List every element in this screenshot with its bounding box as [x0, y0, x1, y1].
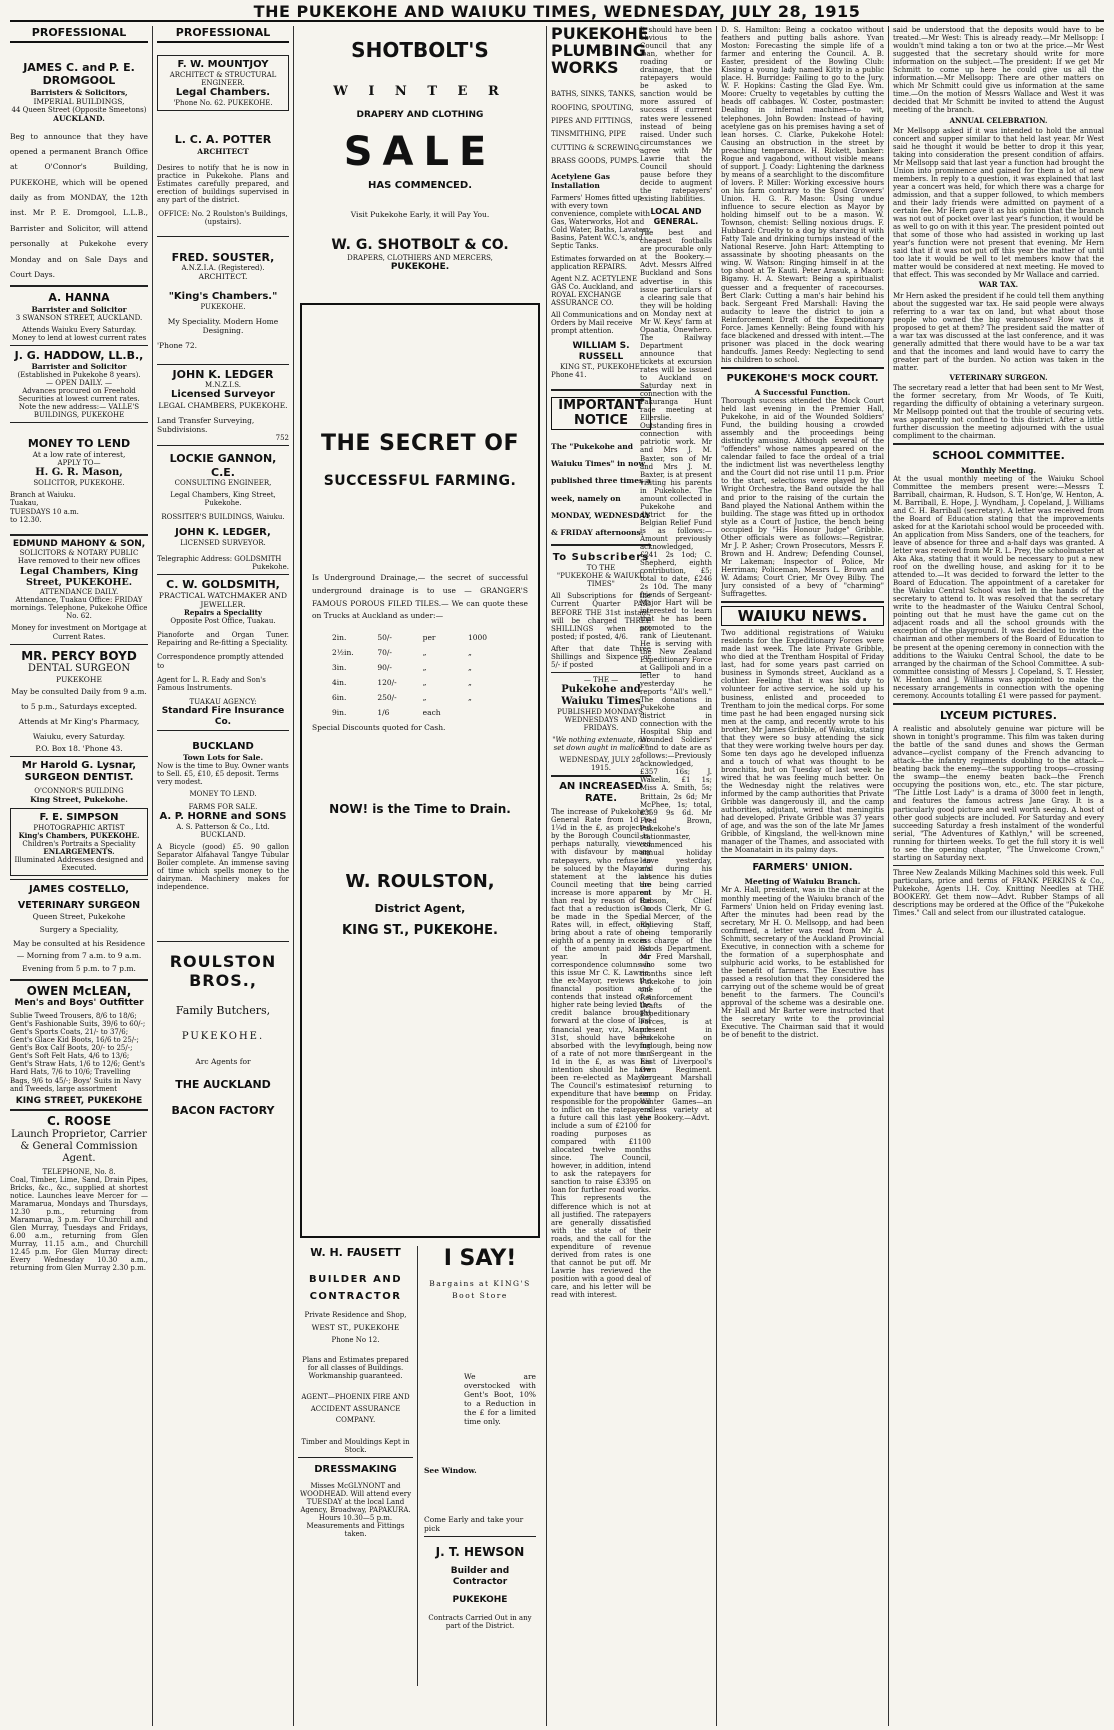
- ad-text: Surgery a Speciality,: [39, 924, 119, 934]
- ad-name: EDMUND MAHONY & SON,: [12, 538, 146, 549]
- ad-role: ARCHITECT & STRUCTURAL ENGINEER.: [169, 71, 277, 88]
- ad-body: Is Underground Drainage,— the secret of successful underground drainage is to use — GRANGER'S FAMOUS POROUS FILED TILES.— We can quote these on Trucks at Auckland as under:—: [312, 573, 528, 621]
- ad-text: King Street, Pukekohe.: [30, 795, 128, 805]
- ad-text: Branch at Waiuku. Tuakau, TUESDAYS 10 a.m. to 12.30.: [10, 491, 79, 524]
- price-price: 70/-: [377, 648, 392, 658]
- ad-name: OWEN McLEAN,: [26, 983, 132, 998]
- article-body: The increase of Pukekohe's General Rate from 1d to 1¼d in the £, as projected by the Borough Council is, perhaps naturally, viewed with disfavour by many ratepayers, who refuse to be soluced by the Mayor's statement at the last Council meeting that the increase is more apparent than real by reason of the fact that a reduction is to be made in the Special Rates will, in effect, only bring about a rate of one-eighth of a penny in excess of the amount paid last year. In our correspondence columns in this issue Mr C. K. Lawrie, the ex-Mayor, reviews the financial position and contends that instead of a higher rate being levied the credit balance brought forward at the close of last financial year, viz., March 31st, should have been absorbed with the levying of a rate of not more than 1d in the £, as was his intention should he have been re-elected as Mayor. The Council's estimates of expenditure that have been responsible for the proposal to inflict on the ratepayers a future call this last year include a sum of £2100 for roading purposes as compared with £1100 allocated twelve months since. The Council, however, in addition, intend to ask the ratepayers for sanction to raise £3395 on loan for further road works. This represents the difference which is not at all justified. The ratepayers are generally dissatisfied with the state of their roads, and the call for the expenditure of revenue derived from rates is one that cannot be put off. Mr Lawrie has reviewed the position with a good deal of care, and his letter will be read with interest.: [551, 808, 652, 1300]
- ad-text: PUKEKOHE.: [200, 303, 246, 312]
- ad-text: Correspondence promptly attended to: [157, 653, 284, 670]
- column-news-1b: [640, 26, 712, 1726]
- ad-role: District Agent,: [374, 902, 466, 916]
- ad-text: Special Discounts quoted for Cash.: [312, 723, 446, 733]
- column-news-3: [893, 26, 1104, 1726]
- ad-text: PUKEKOHE.: [181, 1031, 265, 1043]
- notice-body: The "Pukekohe and Waiuku Times" in now published three times a week, namely on MONDAY, WEDNESDAY & FRIDAY afternoons.: [551, 441, 651, 538]
- ad-title: SHOTBOLT'S: [351, 38, 489, 62]
- masthead-date: WEDNESDAY, JULY 28, 1915.: [559, 756, 643, 773]
- ad-role: Barrister and Solicitor: [31, 361, 127, 371]
- ad-role: VETERINARY SURGEON: [17, 900, 141, 912]
- article-title: SCHOOL COMMITTEE.: [932, 449, 1065, 463]
- ad-text: Land Transfer Surveying, Subdivisions.: [157, 416, 255, 435]
- price-row: [312, 678, 528, 687]
- ad-text: May be consulted at his Residence — Morning from 7 a.m. to 9 a.m. Evening from 5 p.m. to 7 p.m.: [12, 938, 146, 974]
- price-qty: „: [467, 678, 472, 688]
- ad-text: KING ST., PUKEKOHE.: [342, 923, 498, 939]
- ad-text: Children's Portraits a Speciality: [22, 840, 136, 849]
- ad-title: THE SECRET OF: [321, 431, 519, 457]
- article-body: Mr A. Hall, president, was in the chair at the monthly meeting of the Waiuku branch of the Farmers' Union held on Friday evening last. After the minutes had been read by the secretary, Mr H. O. Mellsopp, and had been confirmed, a letter was read from Mr A. Schmitt, secretary of the Auckland Provincial Executive, in connection with a scheme for the formation of a superphosphate and sulphuric acid works, to be established for the benefit of farmers. The Executive has passed a resolution that they considered the carrying out of the scheme would be of great benefit to the farmers. The Council's approval of the scheme was a desirable one. Mr Hall and Mr Barter were instructed that the secretary write to the provincial Executive. The Chairman said that it would be of benefit to the district.: [721, 886, 884, 1040]
- ad-role: SURGEON DENTIST.: [24, 771, 134, 783]
- ad-text: P.O. Box 18. 'Phone 43.: [35, 743, 123, 753]
- ad-text: Family Butchers,: [175, 1004, 271, 1018]
- subs-title: To Subscribers: [552, 552, 650, 564]
- page-header: THE PUKEKOHE AND WAIUKU TIMES, WEDNESDAY, JULY 28, 1915: [10, 2, 1104, 22]
- ad-body: Desires to notify that he is now in practice in Pukekohe. Plans and Estimates carefully prepared, and erection of buildings supervised in any part of the district.: [157, 163, 289, 204]
- article-body: D. S. Hamilton: Being a cockatoo without feathers and putting balls ashore. Yvan Moston: Forecasting the simple life of a farmer and entering the Council. A. B. Easter, president of the Bowling Club: Kissing a young lady named Kitty in a public place. H. Burridge: Failing to go to the Jury. W. F. Hopkins: Casting the Glad Eye. Wm. Moore: Cruelty to vegetables by cutting the heads off cabbages. W. Coster, postmaster: Dealing in infernal machines—to wit, telephones. John Bowden: Instead of having acetylene gas on his premises having a set of lean horses. C. Clarke, Pukekohe Hotel: Causing an obstruction in the street by preaching temperance. H. Rickett, banker: Rogue and vagabond, without visible means of support. J. Coady: Lightening the darkness by means of a searchlight to the discomfiture of lovers. P. Miller: Working excessive hours on his farm contrary to the Spud Growers' Union. H. G. R. Mason: Using undue influence to secure election as Mayor by holding himself out to be a mason. W. Townson, chemist: Selling noxious drugs. F. Hubbard: Cruelty to a dog by starving it with Fatty Tale and drinking turnips instead of the National Reserve. John Hart: Attempting to assassinate by shooting pheasants on the wing. W. Watson: Ringing himself in at the top shoot at Te Kauti. Peter Arasuk, a Maori: Bigamy. H. A. Stewart: Being a spiritualist guesser and a frequenter of racecourses. Bert Clark: Cutting a man's hair behind his back. Sergeant Fred Marshall: Having the audacity to leave the district to join a Reinforcement Draft of the Expeditionary Force. James Kennelly: Being found with his face blackened and dressed with intent.—The prisoner was placed in the dock wearing handcuffs. James Reedy: Neglecting to send his children to school.: [721, 26, 884, 364]
- ad-text: Timber and Mouldings Kept in Stock.: [301, 1438, 410, 1455]
- ad-row-bottom: [298, 1246, 542, 1686]
- ad-name: DRESSMAKING: [314, 1464, 397, 1476]
- ad-fausett: [298, 1246, 418, 1686]
- price-qty: „: [467, 663, 472, 673]
- ad-role: Licensed Surveyor: [171, 389, 275, 401]
- article-subhead: ANNUAL CELEBRATION.: [949, 115, 1048, 125]
- masthead-motto: "We nothing extenuate, nor set down aught in malice.": [552, 736, 650, 753]
- ad-role: ARCHITECT.: [198, 272, 248, 282]
- ad-name: F. E. SIMPSON: [39, 812, 119, 824]
- ad-text: IMPERIAL BUILDINGS,: [33, 96, 125, 106]
- price-unit: „: [422, 648, 427, 658]
- ad-role: PRACTICAL WATCHMAKER AND JEWELLER.: [158, 591, 288, 610]
- ad-text: "King's Chambers.": [168, 291, 278, 303]
- ad-text: Legal Chambers.: [175, 87, 271, 99]
- ad-kings: [418, 1246, 536, 1686]
- ad-name: JOHN K. LEDGER,: [175, 526, 271, 538]
- ad-text: TUAKAU AGENCY:: [189, 697, 257, 706]
- ad-text: Acetylene Gas Installation: [551, 172, 610, 191]
- column-ads: [298, 26, 542, 1726]
- ad-box-drainage: [300, 303, 540, 1238]
- ad-text: Have removed to their new offices: [17, 557, 141, 566]
- ad-name: J. G. HADDOW, LL.B.,: [14, 348, 144, 362]
- ad-text: Repairs a Speciality: [184, 608, 262, 618]
- ad-text: THE AUCKLAND: [175, 1078, 271, 1092]
- ad-text: Farmers' Homes fitted up with every town convenience, complete with Gas, Waterworks, Hot and Cold Water, Baths, Lavatory Basins, Patent W.C.'s, and Septic Tanks.: [551, 194, 651, 251]
- column-rule: [716, 26, 717, 1726]
- ad-text: 44 Queen Street (Opposite Smeetons): [11, 105, 147, 114]
- subs-text: "PUKEKOHE & WAIUKU TIMES": [556, 572, 646, 589]
- article-body: said be understood that the deposits would have to be treated.—Mr West: This is already ready.—Mr Mellsopp: I wouldn't mind taking a ton or two at the price.—Mr West suggested that the secretary should write for more information on the subject.—The president: If we get Mr Schmitt to come up here he could give us all the information.—Mr Mellsopp: There are other matters on which Mr Schmitt could give us information at the same time.—On the motion of Messrs Wallace and West it was decided that Mr Schmitt be invited to attend the August meeting of the branch.: [893, 26, 1104, 115]
- ad-name: A. P. HORNE and SONS: [159, 810, 287, 822]
- article-title: WAIUKU NEWS.: [721, 606, 884, 626]
- article-body: The best and cheapest footballs are procurable only at the Bookery.—Advt. Messrs Alfred Buckland and Sons advertise in this issue particulars of a clearing sale that they will be holding on Monday next at Mr W. Keys' farm at Opaatia, Onewhero. The Railway Department announce that tickets at excursion rates will be issued to Auckland on Saturday next in connection with the Pakuranga Hunt race meeting at Ellerslie. Outstanding fires in connection with patriotic work. Mr and Mrs J. M. Baxter, son of Mr and Mrs J. M. Baxter, is at present visiting his parents in Pukekohe. The amount collected in Pukekohe and district for the Belgian Relief Fund is as follows:—Amount previously acknowledged, £241 2s 1od; C. Shepherd, eighth contribution, £5; total to date, £246 2s 10d. The many friends of Sergeant-Major Hart will be interested to learn that he has been promoted to the rank of Lieutenant. He is serving with the New Zealand Expeditionary Force at Gallipoli and in a letter to hand yesterday he reports "All's well." The donations in Pukekohe and district in connection with the Hospital Ship and Wounded Soldiers' Fund to date are as follows:—Previously acknowledged, £357 16s; J. Wakelin, £1 1s; Miss A. Smith, 5s; Brittain, 2s 6d; Mr McPhee, 1s; total, £359 9s 6d. Mr Fred Brown, Pukekohe's stationmaster, commenced his annual holiday leave yesterday, and during his absence his duties are being carried out by Mr H. Robson, Chief Goods Clerk, Mr G. L. Mercer, of the Relieving Staff, being temporarily in charge of the Goods Department. Mr Fred Marshall, who some two months since left Pukekohe to join one of the Reinforcement Drafts of the Expeditionary Forces, is at present in Pukekohe on furlough, being now a Sergeant in the East of Liverpool's Own Regiment. Sergeant Marshall is returning to camp on Friday. Winter Games—an endless variety at the Bookery.—Advt.: [640, 229, 712, 1123]
- subs-body: All Subscriptions for the Current Quarter PAID BEFORE THE 31st instant, will be charged THREE SHILLINGS when not posted; if posted, 4/6.: [551, 592, 651, 641]
- ad-text: Legal Chambers, King Street, Pukekohe.: [170, 490, 276, 507]
- ad-text: Queen Street, Pukekohe: [32, 911, 126, 921]
- ad-text: BACON FACTORY: [171, 1103, 275, 1117]
- price-qty: [468, 708, 508, 717]
- ad-text: 'Phone 72.: [157, 341, 198, 351]
- ad-text: Come Early and take your pick: [424, 1515, 524, 1534]
- ad-text: 'Phone No. 62. PUKEKOHE.: [173, 99, 273, 108]
- ad-text: Estimates forwarded on application REPAIRS.: [551, 254, 637, 271]
- price-row: [312, 708, 528, 717]
- section-heading: PROFESSIONAL: [10, 26, 148, 43]
- article-body: A realistic and absolutely genuine war picture will be shown in tonight's programme. This film was taken during the battle of the sand dunes and shows the German advance—cyclist company of the French advancing to attack—the infantry regiments doubling to the attack—beating back the enemy—the supporting troops—crossing the swamp—the enemy beaten back—the French occupying the positions won, etc., etc. The star picture, "The Little Lost Lady" is a drama of 3000 feet in length, and features the famous actress Jane Gray. It is a particularly good picture and well worth seeing. A host of other good subjects are included. For Saturday and every succeeding Saturday a fresh instalment of the wonderful serial, "The Adventures of Kathlyn," will be screened, running for thirteen weeks. To get the full story it is well to see the opening chapter, "The Unwelcome Crown," starting on Saturday next.: [893, 725, 1104, 862]
- price-row: [312, 633, 528, 642]
- col4-left: [551, 26, 651, 1726]
- ad-text: PUKEKOHE.: [390, 262, 450, 273]
- masthead: Pukekohe and Waiuku Times: [561, 683, 641, 707]
- price-row: [312, 648, 528, 657]
- ad-text: BUCKLAND.: [200, 830, 246, 839]
- ad-text: Visit Pukekohe Early, it will Pay You.: [350, 210, 490, 220]
- ad-text: LEGAL CHAMBERS, PUKEKOHE.: [158, 401, 288, 411]
- ad-text: ROSSITER'S BUILDINGS, Waiuku.: [161, 512, 285, 521]
- ad-text: At a low rate of interest,: [32, 450, 126, 460]
- ad-text: King's Chambers, PUKEKOHE.: [18, 831, 140, 841]
- section-heading: PROFESSIONAL: [157, 26, 289, 43]
- ad-name: Mr Harold G. Lysnar,: [21, 759, 137, 771]
- ad-text: O'CONNOR'S BUILDING: [34, 786, 124, 795]
- ad-body: Beg to announce that they have opened a permanent Branch Office at O'Connor's Building, PUKEKOHE, which will be opened daily as from MONDAY, the 12th inst. Mr P. E. Dromgool, L.L.B., Barrister and Solicitor, will attend personally at Pukekohe every Monday and on Sale Days and Court Days.: [10, 131, 148, 279]
- price-size: 2in.: [332, 633, 347, 643]
- ad-role: ARCHITECT: [197, 146, 249, 156]
- ad-text: 3 SWANSON STREET, AUCKLAND.: [15, 313, 143, 322]
- ad-text: Legal Chambers, King Street, PUKEKOHE.: [19, 565, 139, 588]
- ad-text: Misses McGLYNONT and WOODHEAD. Will attend every TUESDAY at the local Land Agency, Broadway, PAPAKURA. Hours 10.30—5 p.m. Measurements and Fittings taken.: [299, 1482, 412, 1539]
- ad-name: W. G. SHOTBOLT & CO.: [331, 237, 509, 254]
- price-size: 4in.: [332, 678, 347, 688]
- price-unit: „: [422, 693, 427, 703]
- ad-text: Bargains at KING'S Boot Store: [429, 1279, 531, 1301]
- ad-text: Attends Waiuku Every Saturday. Money to lend at lowest current rates: [11, 325, 147, 342]
- article-body: Mr Hern asked the president if he could tell them anything about the suggested war tax. He said people were always referring to a war tax on land, but what about those people who owned the big warehouses? How was it proposed to get at them? The president said the matter of a war tax was discussed at the last conference, and it was generally admitted that there would have to be a war tax and that the incomes and land would have to carry the greater part of the burden. No action was taken in the matter.: [893, 291, 1104, 372]
- price-price: 120/-: [377, 678, 397, 688]
- ad-text: PUKEKOHE: [452, 1595, 508, 1606]
- ad-text: Pianoforte and Organ Tuner. Repairing and Re-fitting a Speciality.: [157, 631, 289, 648]
- ad-text: SOLICITOR, PUKEKOHE.: [33, 479, 125, 488]
- ad-title: I SAY!: [443, 1246, 517, 1272]
- price-unit: per: [422, 633, 436, 643]
- ad-name: L. C. A. POTTER: [174, 133, 272, 147]
- ad-role: Launch Proprietor, Carrier & General Commission Agent.: [11, 1128, 147, 1164]
- price-unit: „: [422, 663, 427, 673]
- ad-text: AGENT—PHOENIX FIRE AND ACCIDENT ASSURANCE COMPANY.: [301, 1393, 410, 1424]
- price-size: 2½in.: [332, 648, 354, 658]
- ad-name: C. ROOSE: [46, 1114, 112, 1129]
- ad-subtitle: SUCCESSFUL FARMING.: [323, 473, 517, 490]
- ad-name: MONEY TO LEND: [27, 437, 131, 451]
- ad-text: Note the new address:— VALLE'S BUILDINGS, PUKEKOHE: [18, 403, 140, 420]
- ad-name: JAMES COSTELLO,: [28, 884, 130, 896]
- price-qty: 1000: [467, 633, 488, 643]
- ad-text: Pukekohe.: [252, 563, 289, 572]
- article-title: AN INCREASED RATE.: [559, 781, 643, 805]
- ad-text: KING ST., PUKEKOHE.: [559, 362, 643, 371]
- ad-name: MR. PERCY BOYD: [21, 648, 137, 663]
- ad-text: Arc Agents for: [195, 1057, 251, 1067]
- ad-role: Men's and Boys' Outfitter: [14, 998, 144, 1009]
- ad-text: May be consulted Daily from 9 a.m. to 5 p.m., Saturdays excepted.: [11, 686, 147, 711]
- article-body: Mr Mellsopp asked if it was intended to hold the annual concert and supper similar to that held last year. Mr West said he thought it would be better to drop it this year, taking into consideration the present condition of affairs. Mr Mellsopp said that last year a function had brought the Union into prominence and gained for them a lot of new members. In reply to a question, it was explained that last year a concert was held, for which there was a charge for admission, and that a supper followed, to which members and their lady friends were admitted on payment of a certain fee. Mr Hern gave it as his opinion that the branch was not out of pocket over last year's function, it would be as well to go on with it this year. The president pointed out that some of those who had assisted in working up last year's function were not present that evening. Mr Hern said that if it was not put off this year the matter of until too late it would be well to let members know that the matter would be considered at next meeting. He moved to that effect. This was seconded by Mr Wallace and carried.: [893, 126, 1104, 280]
- masthead-pub: PUBLISHED MONDAYS, WEDNESDAYS AND FRIDAYS.: [557, 707, 645, 732]
- price-price: 90/-: [377, 663, 392, 673]
- ad-name: ROULSTON BROS.,: [169, 951, 277, 991]
- article-body: Two additional registrations of Waiuku residents for the Expeditionary Forces were made last week. The late Private Gribble, who died at the Trentham Hospital of Friday last, had for some years past carried on business in Symonds street, Auckland as a clothier. Feeling that it was his duty to volunteer for active service, he sold up his business, enlisted and proceeded to Trentham to join the medical corps. For some time past he had been engaged nursing sick men at the camp, and recently wrote to his brother, Mr James Gribble, of Waiuku, stating that they were so busy attending the sick that they were working twelve hours per day. Some ten days ago he developed influenza and a touch of what was thought to be bronchitis, but on Tuesday of last week he wired that he was feeling much better. On the Wednesday night the relatives were informed by the camp authorities that Private Gribble was dangerously ill, and the camp authorities, adjutant, wired that meningitis had developed. Private Gribble was 37 years of age, and was the son of the late Mr James Gribble, of Kingsland, the well-known mine manager of the Thames, and associated with the Moanatairi in its palmy days.: [721, 629, 884, 855]
- price-size: 6in.: [332, 693, 347, 703]
- ad-text: WEST ST., PUKEKOHE: [311, 1323, 400, 1333]
- price-table: [312, 633, 528, 717]
- ad-text: BATHS, SINKS, TANKS, ROOFING, SPOUTING, PIPES AND FITTINGS, TINSMITHING, PIPE CUTTING & SCREWING, BRASS GOODS, PUMPS.: [551, 90, 642, 165]
- article-title: LOCAL AND GENERAL.: [650, 207, 702, 226]
- ad-text: (Established in Pukekohe 8 years).: [17, 370, 141, 379]
- ad-text: DRAPERY AND CLOTHING: [356, 109, 484, 120]
- price-price: 1/6: [377, 708, 390, 718]
- article-subhead: VETERINARY SURGEON.: [949, 372, 1048, 382]
- price-price: 250/-: [377, 693, 397, 703]
- ad-text: OFFICE: No. 2 Roulston's Buildings, (upstairs).: [158, 209, 288, 226]
- article-title: PUKEKOHE'S MOCK COURT.: [726, 372, 879, 384]
- column-rule: [546, 26, 547, 1726]
- ad-role: Builder and Contractor: [450, 1565, 510, 1587]
- ad-text: Advances procured on Freehold Securities at lowest current rates.: [18, 386, 140, 404]
- ad-text: H. G. R. Mason,: [35, 467, 123, 479]
- ad-name: JAMES C. and P. E. DROMGOOL: [23, 61, 135, 88]
- column-rule: [888, 26, 889, 1726]
- ad-text: AUCKLAND.: [53, 113, 105, 123]
- ad-title: PUKEKOHE PLUMBING WORKS: [551, 26, 649, 77]
- ad-role: PHOTOGRAPHIC ARTIST: [33, 824, 125, 833]
- article-subtitle: A Successful Function.: [754, 387, 851, 397]
- column-news-2: [721, 26, 884, 1726]
- ad-text: Telegraphic Address: GOLDSMITH: [157, 555, 282, 564]
- ad-text: Plans and Estimates prepared for all classes of Buildings. Workmanship guaranteed.: [302, 1356, 409, 1381]
- ad-text: Attendance, Tuakau Office: FRIDAY mornings. Telephone, Pukekohe Office No. 62.: [10, 596, 148, 621]
- ad-text: Sublie Tweed Trousers, 8/6 to 18/6; Gent's Fashionable Suits, 39/6 to 60/-; Gent's Sports Coats, 21/- to 37/6; Gent's Glace Kid Boots, 16/6 to 25/-; Gent's Box Calf Boots, 20/- to 25/-; Gent's Soft Felt Hats, 4/6 to 13/6; Gent's Straw Hats, 1/6 to 12/6; Gent's Hard Hats, 7/6 to 10/6; Travelling Bags, 9/6 to 45/-; Boys' Suits in Navy and Tweeds, large assortment: [10, 1012, 146, 1093]
- ad-text: Opposite Post Office, Tuakau.: [170, 617, 276, 626]
- ad-body: We are overstocked with Gent's Boot, 10% to a Reduction in the £ for a limited time only.: [464, 1372, 536, 1427]
- ad-name: W. ROULSTON,: [345, 870, 495, 892]
- article-body: Three New Zealands Milking Machines sold this week. Full particulars, price and terms of FRANK PERKINS & Co., Pukekohe, Agents I.H. Coy. Knitting Needles at THE BOOKERY. Get them now—Advt. Rubber Stamps of all descriptions may be ordered at the Office of the "Pukekohe Times." Call and select from our illustrated catalogue.: [893, 868, 1104, 918]
- ad-text: TELEPHONE, No. 8.: [42, 1167, 116, 1176]
- column-rule: [293, 26, 294, 1726]
- ad-text: HAS COMMENCED.: [367, 180, 472, 192]
- ad-text: KING STREET, PUKEKOHE: [15, 1095, 143, 1106]
- ad-name: A. HANNA: [48, 291, 110, 305]
- ad-text: See Window.: [424, 1466, 477, 1476]
- ad-name: WILLIAM S. RUSSELL: [572, 340, 630, 362]
- ad-name: JOHN K. LEDGER: [172, 368, 274, 382]
- ad-name: C. W. GOLDSMITH,: [166, 578, 280, 592]
- ad-number: 752: [275, 434, 289, 443]
- article-title: FARMERS' UNION.: [752, 862, 853, 874]
- ad-role: BUILDER AND CONTRACTOR: [308, 1274, 403, 1303]
- column-professional-2: [157, 26, 289, 1726]
- ad-name: BUCKLAND: [192, 741, 254, 753]
- price-unit: „: [422, 678, 427, 688]
- ad-text: My Speciality. Modern Home Designing.: [167, 317, 279, 336]
- subs-text: TO THE: [586, 564, 616, 573]
- ad-role: Barristers & Solicitors,: [30, 87, 128, 97]
- price-size: 3in.: [332, 663, 347, 673]
- price-row: [312, 663, 528, 672]
- ad-text: APPLY TO—: [57, 459, 101, 468]
- column-professional-1: [10, 26, 148, 1726]
- ad-text: Illuminated Addresses designed and Executed.: [14, 856, 144, 873]
- article-body: Thorough success attended the Mock Court held last evening in the Premier Hall, Pukekohe, in aid of the Wounded Soldiers' Fund, the building housing a crowded assembly and the proceedings being distinctly amusing. Although several of the "offenders" whose names appeared on the calendar failed to face the ordeal of a trial the indictment list was nevertheless lengthy and the Court did not rise until 11 p.m. Prior to the start, selections were played by the Wright Orchestra, the Band outside the hall and prior to the raising of the curtain the Band played the National Anthem within the building. The stage was fitted up in orthodox style as a Court of Justice, the bench being occupied by "His Honour Judge" Gribble. Other officials were as follows:—Registrar, Mr J. P. Asher; Crown Prosecutors, Messrs F. Brown and H. Andrew; Defending Counsel, Mr Lakeman; Inspector of Police, Mr Herriman; Policeman, Messrs L. Brown and W. Adams; Court Crier, Mr Ovey Bilby. The Jury consisted of a bevy of "charming" Suffragettes.: [721, 396, 884, 599]
- ad-text: Contracts Carried Out in any part of the District.: [428, 1614, 532, 1631]
- price-qty: „: [467, 648, 472, 658]
- ad-text: Agent for L. R. Eady and Son's Famous Instruments.: [157, 675, 266, 692]
- price-unit: each: [422, 708, 441, 718]
- ad-text: MONEY TO LEND.: [189, 790, 257, 799]
- masthead-the: — THE —: [583, 675, 619, 684]
- ad-text: Standard Fire Insurance Co.: [161, 705, 285, 727]
- ad-box-mountjoy: [157, 55, 289, 111]
- subs-text: After that date Three Shillings and Sixpence or 5/- if posted: [551, 644, 651, 669]
- ad-text: Town Lots for Sale.: [182, 753, 264, 763]
- ad-name: J. T. HEWSON: [435, 1545, 525, 1560]
- ad-text: — OPEN DAILY. —: [46, 378, 112, 387]
- ad-text: Agent N.Z. ACETYLENE GAS Co. Auckland, and ROYAL EXCHANGE ASSURANCE CO.: [551, 274, 638, 307]
- ad-text: Phone 41.: [551, 370, 587, 379]
- ad-text: Attends at Mr King's Pharmacy, Waiuku, every Saturday.: [18, 716, 140, 741]
- ad-name: W. H. FAUSETT: [310, 1246, 401, 1260]
- ad-text: DRAPERS, CLOTHIERS AND MERCERS,: [347, 254, 493, 263]
- article-subtitle: Monthly Meeting.: [961, 465, 1036, 475]
- article-subtitle: Meeting of Waiuku Branch.: [744, 877, 861, 887]
- ad-text: Money for investment on Mortgage at Current Rates.: [11, 624, 147, 641]
- ad-text: ATTENDANCE DAILY.: [39, 588, 119, 597]
- ad-box-simpson: [10, 808, 148, 876]
- ad-text: PUKEKOHE: [56, 674, 102, 684]
- article-body: The secretary read a letter that had been sent to Mr West, the former secretary, from Mr Woods, of Te Kuiti, regarding the difficulty of obtaining a veterinary surgeon. Mr Mellsopp pointed out that the trouble of securing vets. was apparently not confined to this district. After a little further discussion the meeting adjourned with the usual compliment to the chairman.: [893, 384, 1104, 441]
- article-subhead: WAR TAX.: [978, 280, 1019, 290]
- article-body: At the usual monthly meeting of the Waiuku School Committee the members present were:—Messrs T. Barriball, chairman, R. Hudson, S. T. Hon'ge, W. Henton, A. M. Barriball, E. Hope, J. Wyndham, J. Copeland, J. Williams and C. H. Barriball (secretary). A letter was received from the Board of Education stating that the improvements asked for at the Kariotahi school would be proceeded with. An application from Miss Sanders, one of the teachers, for leave of absence for three and a-half days was granted. A letter was received from Mr R. L. Prey, the schoolmaster at Aka Aka, stating that it would be necessary to put a new roof on the dwelling house, and asking for it to be attended to.—It was decided to forward the letter to the Board of Education. The appointment of a caretaker for the Waiuku Central School was left in the hands of the secretary to attend to. It was resolved that the secretary write to the headmaster of the Waiuku Central School, pointing out that he must have the game cut on the adjacent roads and all the school grounds with the exception of the playground. It was decided to invite the chairman and other members of the Board of Education to be present at the opening ceremony in connection with the additions to the Waiuku Central School, the date to be arranged by the chairman of the School Committee. A sub-committee consisting of Messrs J. Copeland, S. T. Hessier, W. Henton and J. Williams was appointed to make the necessary arrangements in connection with the opening ceremony. Accounts totalling £1 were passed for payment.: [893, 474, 1104, 700]
- ad-name: FRED. SOUSTER,: [171, 250, 275, 264]
- article-body: It should have been obvious to the Council that any loan, whether for roading or drainage, that the ratepayers would be asked to sanction would be more assured of success if current rates were lessened instead of being raised. Under such circumstances we agree with Mr Lawrie that the Council should pause before they decide to augment the ratepayers' existing liabilities.: [640, 26, 712, 203]
- ad-name: F. W. MOUNTJOY: [177, 59, 269, 71]
- notice-title: IMPORTANT NOTICE: [551, 397, 651, 430]
- column-rule: [152, 26, 153, 1726]
- ad-text: Coal, Timber, Lime, Sand, Drain Pipes, Bricks, &c., &c., supplied at shortest notice. Launches leave Mercer for — Maramarua, Mondays and Thursdays, 12.30 p.m., returning from Maramarua, 3 p.m. For Churchill and Glen Murray, Tuesdays and Fridays, 6.00 a.m., returning from Glen Murray, 11.15 a.m., and Churchill 12.45 p.m. For Glen Murray direct: Every Wednesday 10.30 a.m., returning from Glen Murray 2.30 p.m.: [10, 1175, 148, 1273]
- ad-text: ENLARGEMENTS.: [43, 847, 115, 857]
- ad-role: CONSULTING ENGINEER,: [174, 478, 272, 487]
- ad-name: LOCKIE GANNON, C.E.: [169, 452, 277, 479]
- ad-text: M.N.Z.I.S.: [204, 381, 242, 390]
- ad-text: A. S. Patterson & Co., Ltd.: [176, 822, 270, 831]
- price-price: 50/-: [377, 633, 392, 643]
- price-size: 9in.: [332, 708, 347, 718]
- ad-text: NOW! is the Time to Drain.: [329, 802, 511, 817]
- ad-text: Phone No 12.: [331, 1336, 380, 1345]
- ad-role: Barrister and Solicitor: [31, 304, 127, 314]
- ad-sale: SALE: [343, 129, 497, 176]
- ad-text: A.N.Z.I.A. (Registered).: [181, 264, 265, 273]
- ad-text: Private Residence and Shop,: [304, 1311, 407, 1320]
- ad-text: All Communications and Orders by Mail receive prompt attention.: [551, 310, 638, 335]
- ad-role: SOLICITORS & NOTARY PUBLIC: [19, 549, 139, 558]
- ad-text: FARMS FOR SALE.: [188, 802, 258, 811]
- ad-role: DENTAL SURGEON: [27, 662, 131, 674]
- ad-text: Now is the time to Buy. Owner wants to Sell. £5, £10, £5 deposit. Terms very modest.: [157, 762, 289, 787]
- article-title: LYCEUM PICTURES.: [940, 708, 1057, 722]
- ad-text: W I N T E R: [333, 84, 507, 99]
- ad-body: A Bicycle (good) £5. 90 gallon Separator Alfahaval Tangye Tubular Boiler complete. An immense saving of time which spells money to the dairyman. Machinery makes for independence.: [157, 842, 289, 891]
- price-row: [312, 693, 528, 702]
- price-qty: „: [467, 693, 472, 703]
- ad-role: LICENSED SURVEYOR.: [180, 538, 266, 547]
